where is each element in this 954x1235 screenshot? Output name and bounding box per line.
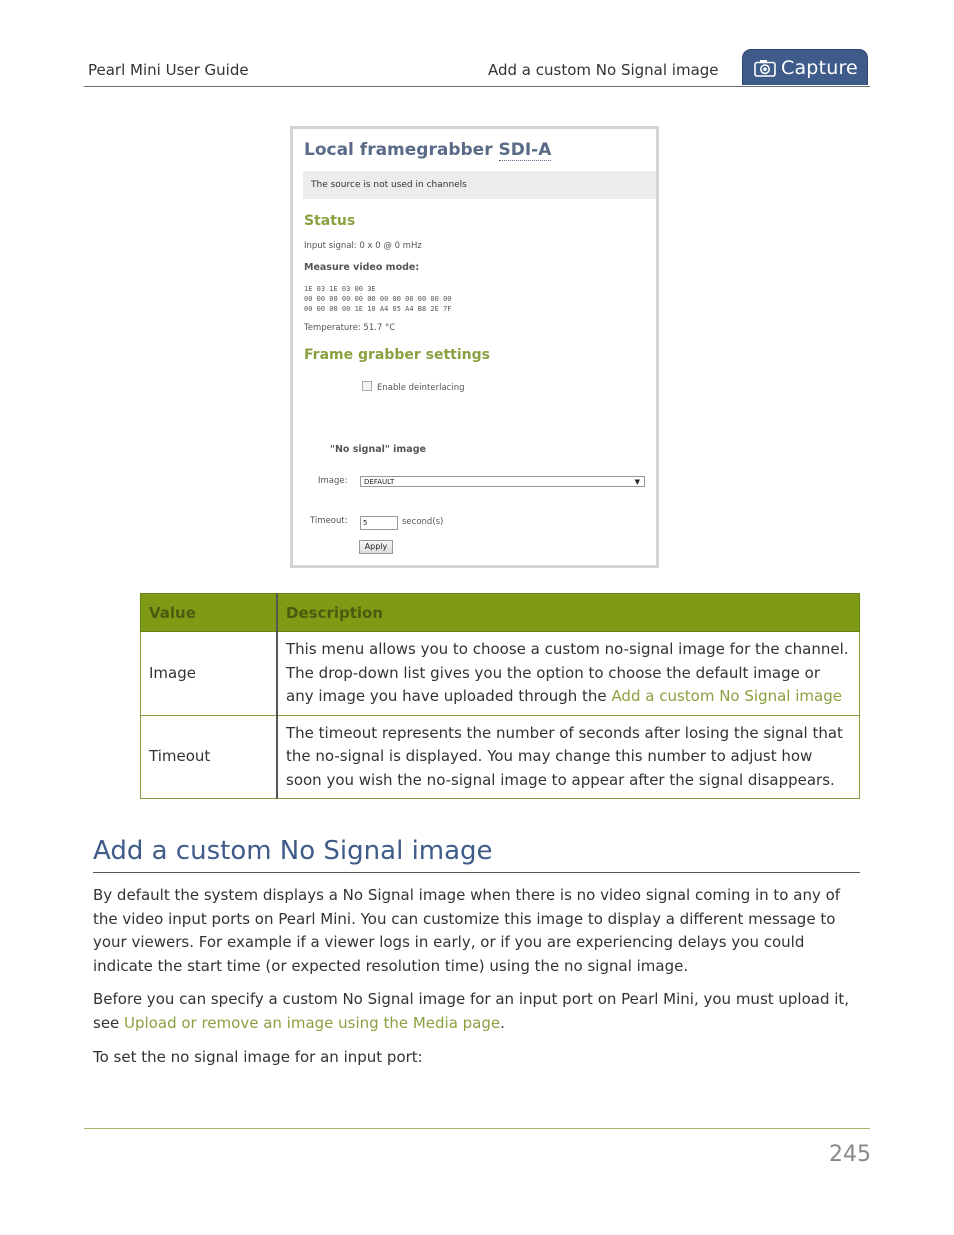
source-name-link[interactable]: SDI-A <box>498 140 552 160</box>
row-value: Timeout <box>141 715 278 799</box>
intro-paragraph: By default the system displays a No Signal image when there is no video signal coming in to any of the video input ports on Pearl Mini. You can customize this image to display a different message to your viewers. For example if a viewer logs in early, or if you are experiencing delays you could indicate the start time (or expected resolution time) using the no signal image. <box>93 886 841 975</box>
upload-paragraph-text: Before you can specify a custom No Signal image for an input port on Pearl Mini, you must upload it, see <box>93 990 850 1032</box>
upload-paragraph-end: . <box>500 1013 505 1032</box>
input-signal-text: Input signal: 0 x 0 @ 0 mHz <box>304 241 422 251</box>
guide-title: Pearl Mini User Guide <box>88 61 249 79</box>
image-select[interactable] <box>360 476 645 487</box>
section-heading: Add a custom No Signal image <box>93 836 493 866</box>
header-divider <box>84 86 870 87</box>
capture-brand-tab <box>742 49 868 85</box>
timeout-label: Timeout: <box>310 516 348 526</box>
section-divider <box>93 872 860 873</box>
framegrabber-screenshot <box>290 126 659 568</box>
table-header-row <box>141 594 860 632</box>
table-row <box>141 632 860 716</box>
table-row <box>141 715 860 799</box>
hex-line-2: 00 00 00 00 00 00 00 00 00 00 00 00 <box>304 295 452 303</box>
temperature-text: Temperature: 51.7 °C <box>304 323 396 333</box>
row-description <box>277 632 860 716</box>
deinterlace-checkbox[interactable] <box>362 381 372 391</box>
measure-video-mode-label: Measure video mode: <box>304 262 420 273</box>
camera-icon <box>754 59 776 77</box>
description-text: This menu allows you to choose a custom no-signal image for the channel. The drop-down list gives you the option to choose the default image or any image you have uploaded through the <box>286 640 849 705</box>
settings-heading: Frame grabber settings <box>304 347 490 363</box>
settings-table <box>140 593 860 799</box>
value-column-header: Value <box>141 594 278 632</box>
row-value: Image <box>141 632 278 716</box>
upload-paragraph <box>93 988 863 1035</box>
image-label: Image: <box>318 476 348 486</box>
capture-label: Capture <box>781 56 858 79</box>
apply-button[interactable]: Apply <box>359 540 393 554</box>
page-number: 245 <box>829 1142 871 1167</box>
description-column-header: Description <box>277 594 860 632</box>
hex-line-1: 1E 03 1E 03 00 3E <box>304 285 376 293</box>
image-select-value: DEFAULT <box>364 478 395 486</box>
timeout-unit: second(s) <box>402 517 444 527</box>
timeout-input[interactable]: 5 <box>360 516 398 530</box>
no-signal-heading: "No signal" image <box>330 444 426 455</box>
upload-media-link[interactable]: Upload or remove an image using the Media page <box>124 1013 501 1032</box>
running-section-title: Add a custom No Signal image <box>488 61 719 79</box>
notice-bar: The source is not used in channels <box>303 171 656 199</box>
hex-line-3: 00 00 00 00 1E 10 A4 05 A4 B8 2E 7F <box>304 305 452 313</box>
row-description: The timeout represents the number of seconds after losing the signal that the no-signal is displayed. You may change this number to adjust how soon you wish the no-signal image to appear after the signal disappears. <box>277 715 860 799</box>
framegrabber-title <box>304 140 551 160</box>
deinterlace-label: Enable deinterlacing <box>377 383 465 393</box>
steps-intro-paragraph: To set the no signal image for an input port: <box>93 1048 423 1066</box>
status-heading: Status <box>304 213 356 229</box>
framegrabber-title-text: Local framegrabber <box>304 140 493 160</box>
dropdown-arrow-icon: ▼ <box>634 478 640 486</box>
footer-divider <box>84 1128 870 1129</box>
add-custom-no-signal-link[interactable]: Add a custom No Signal image <box>611 687 842 705</box>
